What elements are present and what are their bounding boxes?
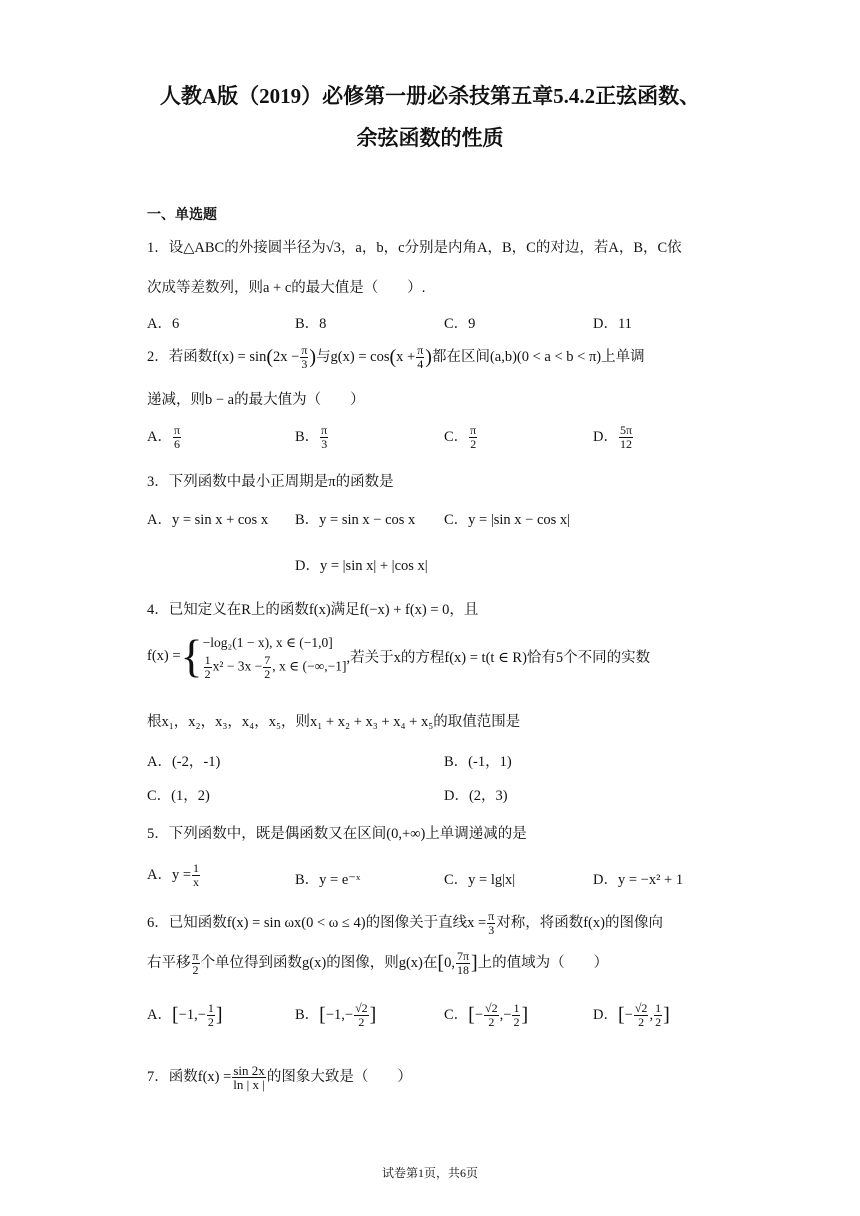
q4-piecewise: f(x) ={ −log₂(1 − x), x ∈ (−1,0] $\frac{1}{2}$ x² − 3x − $\frac{7}{2}$ , x ∈ (−∞,−1] ,若关于x的方程f(x) = t(t ∈ R)恰有5个不同的实数: [147, 630, 651, 682]
q4-option-d: D．(2，3): [444, 788, 508, 804]
q6-stem-line1: 6．已知函数f(x) = sin ωx(0 < ω ≤ 4)的图像关于直线x = $\frac{\pi}{3}$ 对称，将函数f(x)的图像向: [147, 909, 663, 937]
q3-option-a: A．y = sin x + cos x: [147, 512, 269, 528]
q6-option-c: C．[− $\frac{√2}{2}$ ,− $\frac{1}{2}$ ]: [444, 1001, 529, 1029]
q4-option-b: B．(-1，1): [444, 754, 512, 770]
q6-stem-line2: 右平移 $\frac{\pi}{2}$ 个单位得到函数g(x)的图像，则g(x)在[0, $\frac{7\pi}{18}$ ]上的值域为（ ）: [147, 949, 609, 977]
q1-option-d: D．11: [593, 316, 632, 332]
q4-stem-line1: 4．已知定义在R上的函数f(x)满足f(−x) + f(x) = 0，且: [147, 602, 479, 618]
q6-option-d: D．[− $\frac{√2}{2}$ , $\frac{1}{2}$ ]: [593, 1001, 670, 1029]
q2-stem-line2: 递减，则b − a的最大值为（ ）: [147, 392, 365, 408]
q5-option-b: B．y = e⁻ˣ: [295, 872, 361, 888]
q2-stem-line1: 2．若函数f(x) = sin(2x − $\frac{\pi}{3}$ )与g(x) = cos(x + $\frac{\pi}{4}$ )都在区间(a,b)(0 < a < b < π)上单调: [147, 343, 645, 371]
q2-option-b: B． $\frac{\pi}{3}$: [295, 423, 328, 451]
q3-stem: 3．下列函数中最小正周期是π的函数是: [147, 474, 394, 490]
q1-option-a: A．6: [147, 316, 180, 332]
q3-option-c: C．y = |sin x − cos x|: [444, 512, 571, 528]
q6-option-a: A．[−1,− $\frac{1}{2}$ ]: [147, 1001, 223, 1029]
q1-stem-line1: 1．设△ABC的外接圆半径为√3，a，b，c分别是内角A，B，C的对边，若A，B，C依: [147, 240, 682, 256]
q1-option-b: B．8: [295, 316, 327, 332]
q2-option-a: A． $\frac{\pi}{6}$: [147, 423, 181, 451]
page-footer: 试卷第1页，共6页: [381, 1166, 478, 1180]
q5-option-c: C．y = lg|x|: [444, 872, 516, 888]
q3-option-b: B．y = sin x − cos x: [295, 512, 416, 528]
q5-option-a: A．y = $\frac{1}{x}$: [147, 861, 200, 889]
q5-option-d: D．y = −x² + 1: [593, 872, 684, 888]
section-heading: 一、单选题: [147, 208, 217, 223]
q4-option-c: C．(1，2): [147, 788, 210, 804]
q2-option-d: D． $\frac{5\pi}{12}$: [593, 423, 633, 451]
q3-option-d: D．y = |sin x| + |cos x|: [295, 558, 428, 574]
q4-option-a: A．(-2，-1): [147, 754, 221, 770]
q2-option-c: C． $\frac{\pi}{2}$: [444, 423, 477, 451]
q1-stem-line2: 次成等差数列，则a + c的最大值是（ ）.: [147, 280, 426, 296]
q5-stem: 5．下列函数中，既是偶函数又在区间(0,+∞)上单调递减的是: [147, 826, 527, 842]
q6-option-b: B．[−1,− $\frac{√2}{2}$ ]: [295, 1001, 377, 1029]
q1-option-c: C．9: [444, 316, 476, 332]
page-title-line2: 余弦函数的性质: [356, 126, 504, 150]
page-title-line1: 人教A版（2019）必修第一册必杀技第五章5.4.2正弦函数、: [159, 84, 701, 108]
q7-stem: 7．函数f(x) = $\frac{\sin 2x}{\ln | x |}$ 的图象大致是（ ）: [147, 1063, 412, 1092]
q4-stem-line3: 根x₁，x₂，x₃，x₄，x₅，则x₁ + x₂ + x₃ + x₄ + x₅的取值范围是: [147, 714, 521, 730]
